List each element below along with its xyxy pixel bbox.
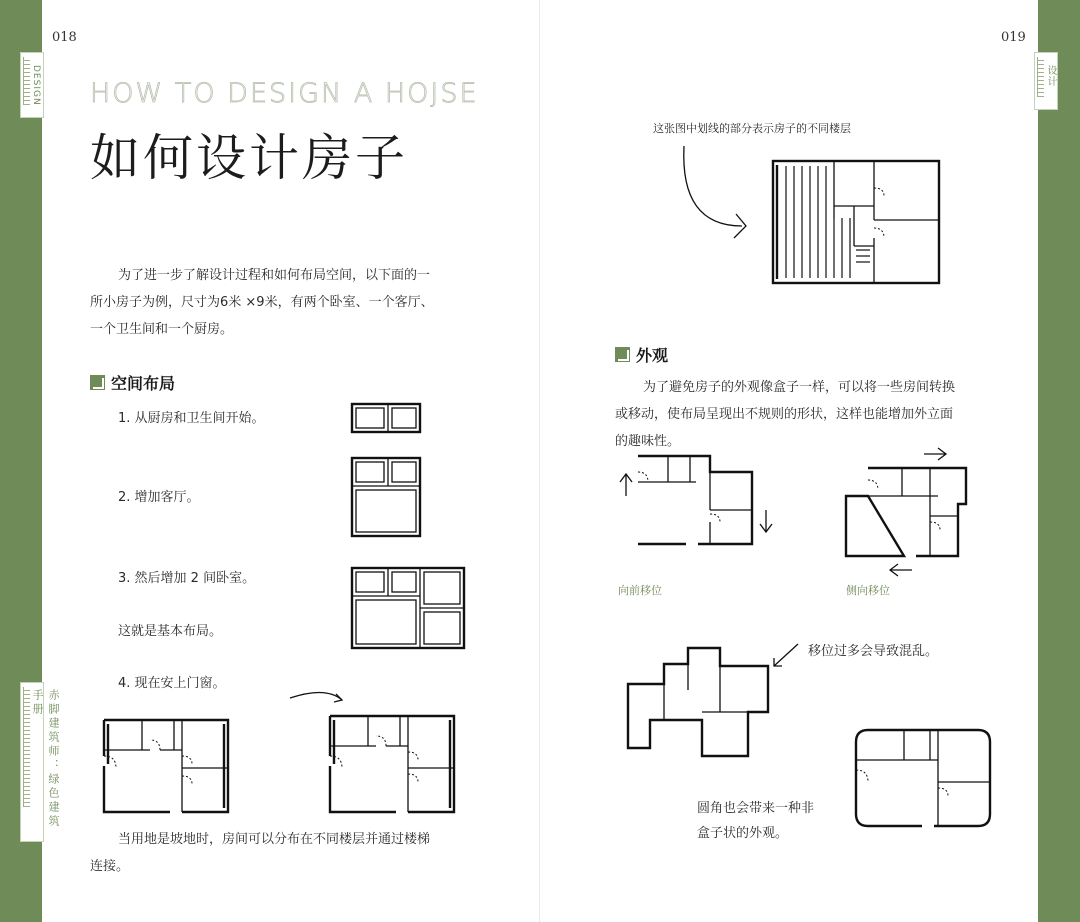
plan-kitchen-bath <box>350 402 422 434</box>
plan-side-shift <box>838 444 998 582</box>
section-title-layout: 空间布局 <box>111 374 176 393</box>
step-2: 2. 增加客厅。 <box>118 490 200 505</box>
plan-multi-level <box>770 158 942 286</box>
intro-line-2: 所小房子为例，尺寸为6米 ×9米，有两个卧室、一个客厅、 <box>90 295 434 310</box>
note-too-much-shift: 移位过多会导致混乱。 <box>808 644 939 659</box>
pointer-arrow-icon <box>774 644 798 666</box>
sloped-site-note <box>90 826 490 880</box>
arrow-down-icon <box>760 510 772 532</box>
appearance-line-2: 或移动，使布局呈现出不规则的形状，这样也能增加外立面 <box>615 407 954 422</box>
right-ruler-tab <box>1034 52 1058 110</box>
arrow-down-right-icon <box>615 347 630 362</box>
appearance-line-1: 为了避免房子的外观像盒子一样，可以将一些房间转换 <box>643 380 956 395</box>
left-side-label: DESIGN <box>31 65 41 106</box>
section-heading-layout <box>90 371 175 394</box>
basic-layout-note: 这就是基本布局。 <box>118 624 223 639</box>
left-page-number: 018 <box>52 30 77 45</box>
appearance-paragraph <box>615 374 995 455</box>
hatch-caption: 这张图中划线的部分表示房子的不同楼层 <box>653 122 851 135</box>
arrow-down-right-icon <box>90 375 105 390</box>
section-title-appearance: 外观 <box>636 346 669 365</box>
plan-add-bedrooms <box>350 566 466 650</box>
right-margin-band <box>1038 0 1080 922</box>
caption-forward-shift: 向前移位 <box>618 584 662 597</box>
intro-line-1: 为了进一步了解设计过程和如何布局空间，以下面的一 <box>118 268 431 283</box>
sloped-line-2: 连接。 <box>90 859 130 874</box>
book-title-tab <box>20 682 60 842</box>
right-page-number: 019 <box>1001 30 1026 45</box>
plan-over-shifted <box>622 636 802 760</box>
section-heading-appearance <box>615 343 668 366</box>
book-title: 赤脚建筑师：绿色建筑手册 <box>31 689 60 829</box>
chinese-title: 如何设计房子 <box>90 129 408 187</box>
plan-rounded-corners <box>852 726 994 830</box>
note-rounded-corners <box>697 796 857 846</box>
plan-with-doors-b <box>286 686 466 816</box>
step-1: 1. 从厨房和卫生间开始。 <box>118 411 265 426</box>
caption-side-shift: 侧向移位 <box>846 584 890 597</box>
sloped-line-1: 当用地是坡地时，房间可以分布在不同楼层并通过楼梯 <box>118 832 431 847</box>
plan-with-doors-a <box>100 716 232 816</box>
rounded-line-2: 盒子状的外观。 <box>697 826 789 841</box>
english-title: HOW TO DESIGN A HOJSE <box>90 78 479 109</box>
intro-paragraph <box>90 262 490 343</box>
step-3: 3. 然后增加 2 间卧室。 <box>118 571 256 586</box>
right-side-label: 设计 <box>1045 65 1056 87</box>
curved-pointer-arrow <box>680 140 760 260</box>
intro-line-3: 一个卫生间和一个厨房。 <box>90 322 234 337</box>
rounded-line-1: 圆角也会带来一种非 <box>697 801 815 816</box>
left-ruler-tab <box>20 52 44 118</box>
arrow-up-icon <box>620 474 632 496</box>
plan-forward-shift <box>612 452 782 570</box>
appearance-line-3: 的趣味性。 <box>615 434 681 449</box>
step-4: 4. 现在安上门窗。 <box>118 676 226 691</box>
hatched-lower-floor <box>786 166 870 278</box>
book-gutter <box>539 0 540 922</box>
arrow-left-icon <box>890 564 912 576</box>
plan-add-living <box>350 456 422 538</box>
arrow-right-icon <box>924 448 946 460</box>
